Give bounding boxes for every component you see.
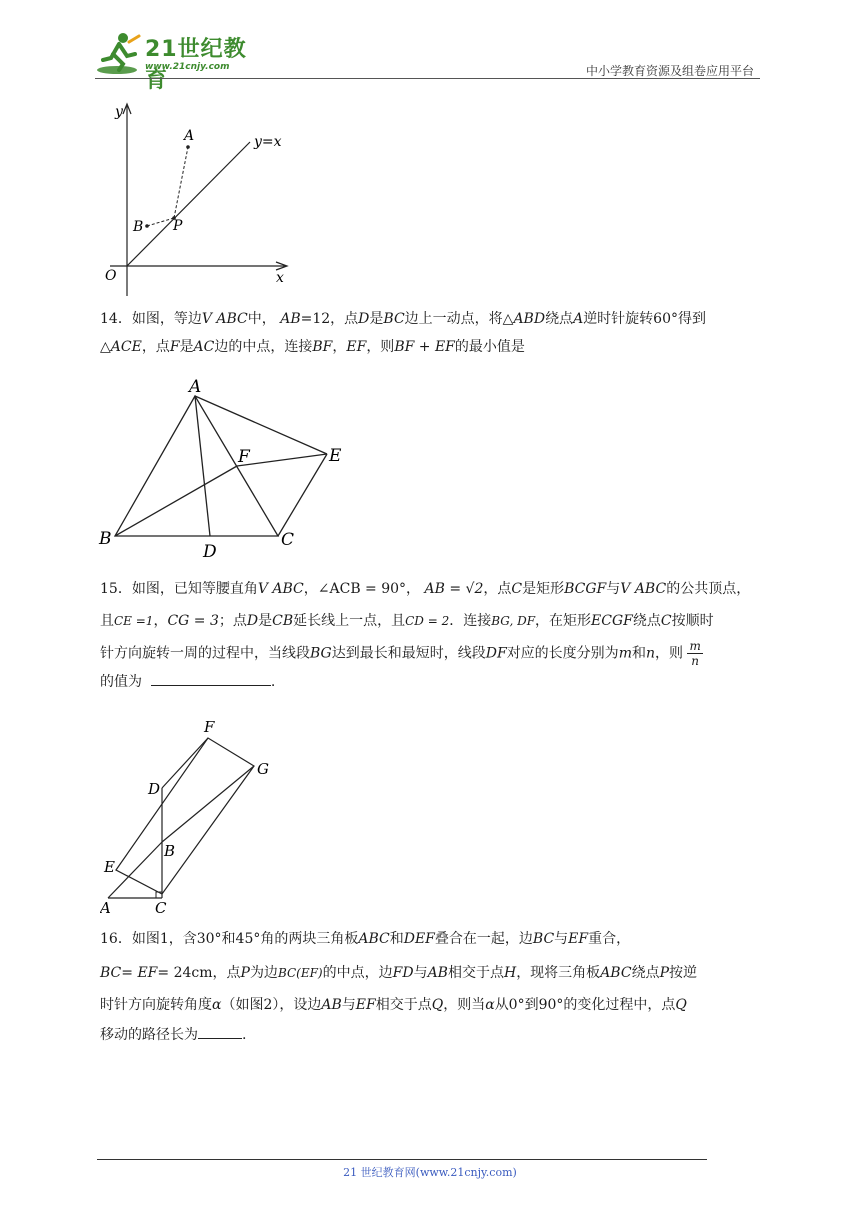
fig13-label-o: O <box>105 268 117 284</box>
fig14-label-f: F <box>238 447 250 467</box>
figure-15 <box>100 718 290 918</box>
q15-line-3: 针方向旋转一周的过程中，当线段BG达到最长和最短时，线段DF对应的长度分别为m和n，则 $\frac{m}{n}$ <box>100 639 701 668</box>
logo-text: 21世纪教育 <box>145 37 247 93</box>
fig13-label-b: B <box>133 219 144 235</box>
q14-line-2: △ACE，点F是AC边的中点，连接BF，EF，则BF + EF的最小值是 <box>100 339 525 355</box>
q16-line-3: 时针方向旋转角度α（如图2），设边AB与EF相交于点Q，则当α从0°到90°的变化过程中，点Q <box>100 997 687 1013</box>
question-15 <box>100 575 765 696</box>
answer-blank-16[interactable] <box>198 1038 242 1039</box>
fig15-label-a: A <box>100 899 111 917</box>
q15-line-2: 且CE =1，CG = 3；点D是CB延长线上一点，且CD = 2．连接BG, DF，在矩形ECGF绕点C按顺时 <box>100 613 714 629</box>
m-over-n-fraction: $\frac{m}{n}$ <box>689 639 701 668</box>
fig13-label-line: y=x <box>254 134 282 150</box>
answer-blank-15[interactable] <box>151 685 271 686</box>
fig13-label-x: x <box>276 270 284 286</box>
fig13-label-p: P <box>173 218 183 234</box>
fig14-label-a: A <box>189 377 202 397</box>
q15-line-4: 的值为 . <box>100 674 276 690</box>
fig15-label-c: C <box>155 899 167 917</box>
figure-13 <box>100 100 300 300</box>
figure-14 <box>95 372 355 562</box>
fig15-label-d: D <box>148 780 161 798</box>
fig14-label-c: C <box>281 530 295 550</box>
logo-url: www.21cnjy.com <box>145 62 230 72</box>
footer-divider <box>97 1159 707 1160</box>
fig14-label-e: E <box>329 446 342 466</box>
q16-line-1: 16．如图1，含30°和45°角的两块三角板ABC和DEF叠合在一起，边BC与EF重合， <box>100 931 631 947</box>
page-header <box>95 28 760 93</box>
fig15-label-g: G <box>257 760 269 778</box>
q15-line-1: 15．如图，已知等腰直角V ABC，∠ACB = 90°， AB = √2，点C是矩形BCGF与V ABC的公共顶点， <box>100 581 751 597</box>
logo <box>95 28 265 93</box>
header-divider <box>95 78 760 79</box>
question-14 <box>100 305 765 361</box>
fig15-label-f: F <box>204 718 215 736</box>
runner-logo-icon <box>95 30 143 78</box>
q16-line-4: 移动的路径长为 . <box>100 1027 247 1043</box>
fig15-label-b: B <box>164 842 176 860</box>
fig15-label-e: E <box>104 858 115 876</box>
fig13-label-a: A <box>184 128 195 144</box>
fig14-label-b: B <box>99 529 112 549</box>
question-16 <box>100 925 765 1049</box>
fig13-label-y: y <box>115 104 123 120</box>
q16-line-2: BC= EF= 24cm，点P为边BC(EF)的中点，边FD与AB相交于点H，现将三角板ABC绕点P按逆 <box>100 965 697 981</box>
platform-name: 中小学教育资源及组卷应用平台 <box>585 64 754 78</box>
q14-line-1: 14．如图，等边V ABC中， AB=12，点D是BC边上一动点，将△ABD绕点A逆时针旋转60°得到 <box>100 311 707 327</box>
fig14-label-d: D <box>203 542 217 562</box>
page-footer[interactable]: 21 世纪教育网(www.21cnjy.com) <box>343 1166 517 1179</box>
